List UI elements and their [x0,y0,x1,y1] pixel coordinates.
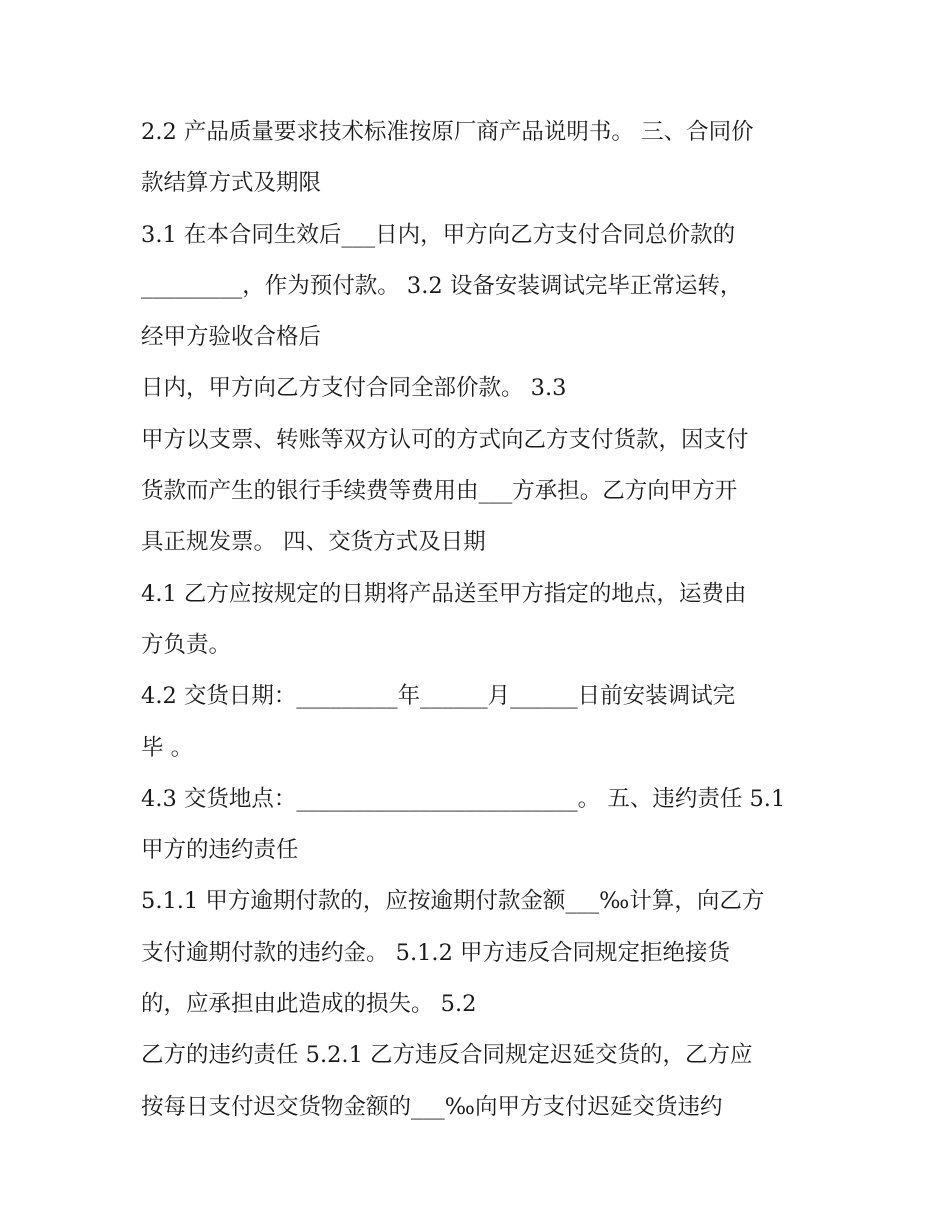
text-line: 甲方以支票、转账等双方认可的方式向乙方支付货款，因支付 [141,426,749,453]
text-line: 按每日支付迟交货物金额的___‰向甲方支付迟延交货违约 [141,1093,723,1120]
text-line: 5.1.1 甲方逾期付款的，应按逾期付款金额___‰计算，向乙方 [141,888,765,915]
text-line: 4.3 交货地点：_________________________。 五、违约责任 5.1 [141,785,786,812]
text-line: 4.1 乙方应按规定的日期将产品送至甲方指定的地点，运费由 [141,580,747,607]
text-line: 甲方的违约责任 [141,837,299,864]
text-line: 支付逾期付款的违约金。 5.1.2 甲方违反合同规定拒绝接货 [141,939,731,966]
text-line: 的，应承担由此造成的损失。 5.2 [141,991,477,1018]
text-line: 日内，甲方向乙方支付合同全部价款。 3.3 [141,375,567,402]
text-line: 2.2 产品质量要求技术标准按原厂商产品说明书。 三、合同价 [141,119,754,145]
text-line: 乙方的违约责任 5.2.1 乙方违反合同规定迟延交货的，乙方应 [141,1042,753,1069]
text-line: 货款而产生的银行手续费等费用由___方承担。乙方向甲方开 [141,478,738,505]
text-line: 经甲方验收合格后 [141,324,322,351]
contract-body [141,107,841,1133]
text-line: 毕 。 [141,734,194,761]
text-line: 3.1 在本合同生效后___日内，甲方向乙方支付合同总价款的 [141,221,736,248]
text-line: 方负责。 [141,631,232,658]
text-line: _________，作为预付款。 3.2 设备安装调试完毕正常运转， [141,272,743,299]
text-line: 具正规发票。 四、交货方式及日期 [141,529,486,556]
text-line: 款结算方式及期限 [141,170,322,197]
text-line: 4.2 交货日期：_________年______月______日前安装调试完 [141,683,736,710]
